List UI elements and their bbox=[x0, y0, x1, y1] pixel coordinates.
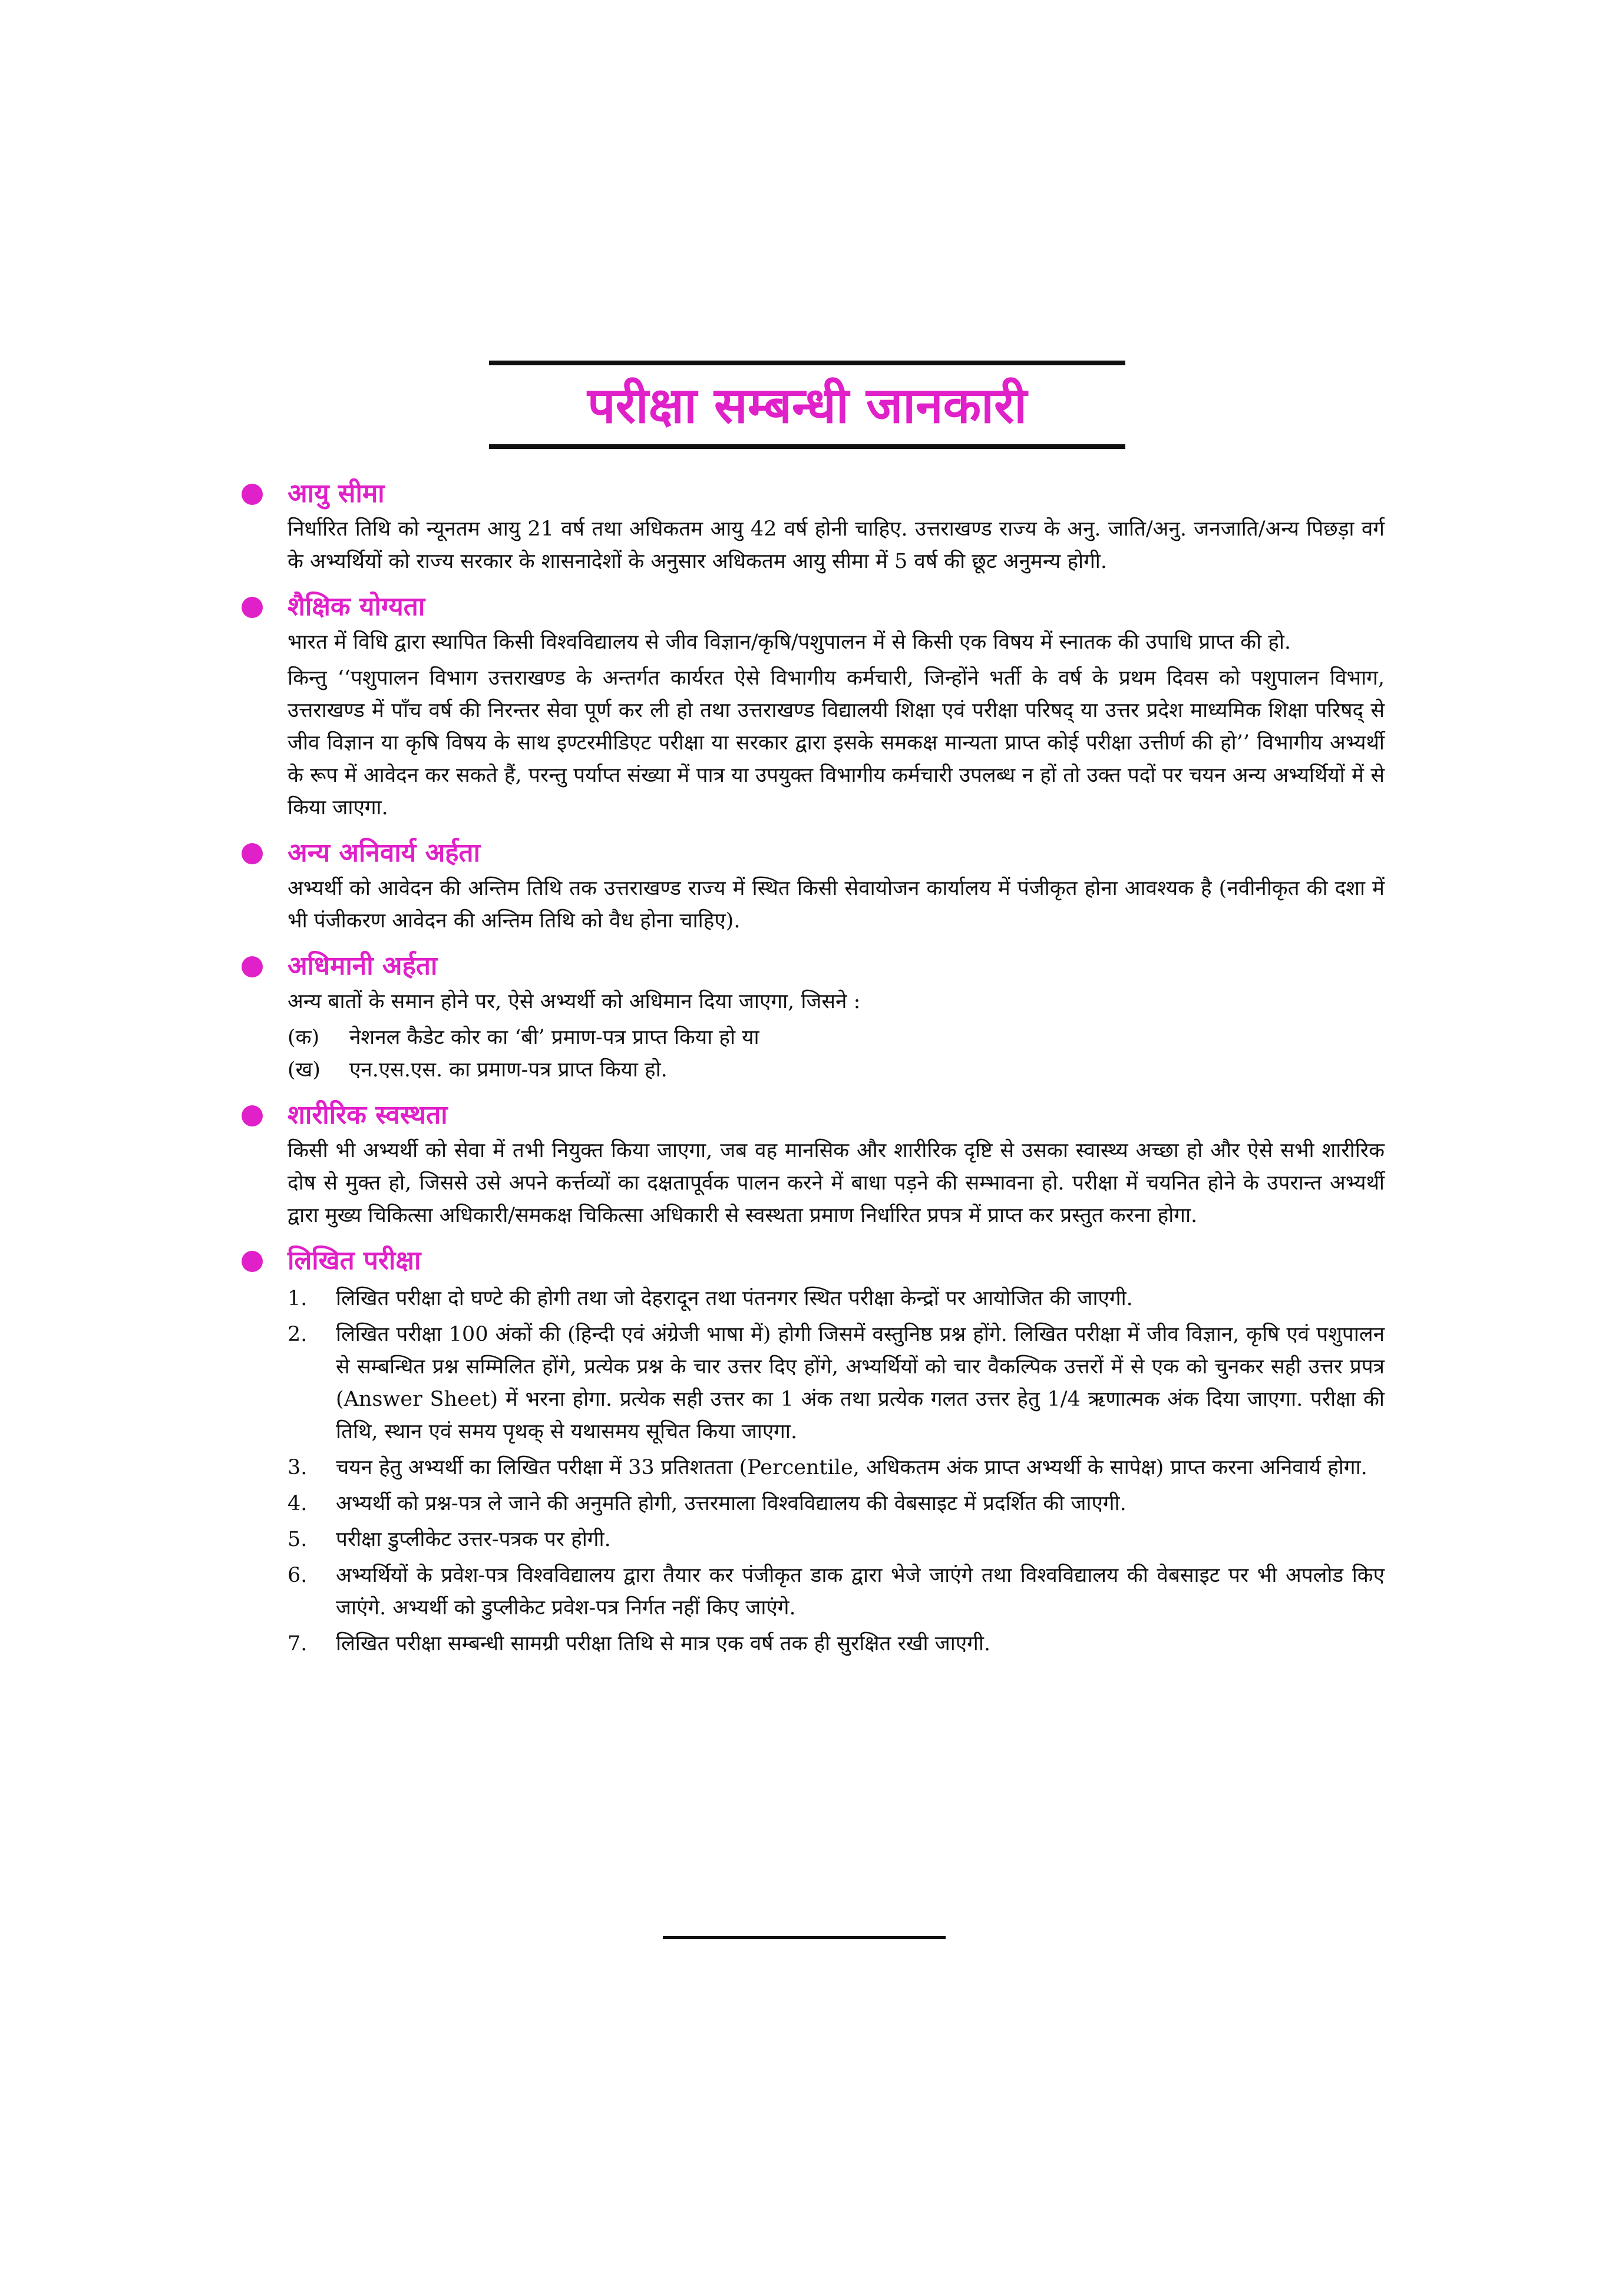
item-text: लिखित परीक्षा 100 अंकों की (हिन्दी एवं अंग्रेजी भाषा में) होगी जिसमें वस्तुनिष्ठ प्रश्न होंगे. लिखित परीक्षा में जीव विज्ञान, कृषि एवं पशुपालन से सम्बन्धित प्रश्न सम्मिलित होंगे, प्रत्येक प्रश्न के चार उत्तर दिए होंगे, अभ्यर्थियों को चार वैकल्पिक उत्तरों में से एक को चुनकर सही उत्तर प्रपत्र (Answer Sheet) में भरना होगा. प्रत्येक सही उत्तर का 1 अंक तथा प्रत्येक गलत उत्तर हेतु 1/4 ऋणात्मक अंक दिया जाएगा. परीक्षा की तिथि, स्थान एवं समय पृथक् से यथासमय सूचित किया जाएगा. bbox=[336, 1323, 1385, 1443]
section-title: अधिमानी अर्हता bbox=[288, 951, 438, 981]
section-heading bbox=[242, 474, 1385, 513]
numbered-item bbox=[288, 1488, 1385, 1520]
section-body bbox=[288, 873, 1385, 937]
numbered-item bbox=[288, 1628, 1385, 1660]
section-educational-qualification bbox=[242, 587, 1385, 824]
section-body bbox=[288, 513, 1385, 578]
paragraph: अभ्यर्थी को आवेदन की अन्तिम तिथि तक उत्तराखण्ड राज्य में स्थित किसी सेवायोजन कार्यालय में पंजीकृत होना आवश्यक है (नवीनीकृत की दशा में भी पंजीकरण आवेदन की अन्तिम तिथि को वैध होना चाहिए). bbox=[288, 877, 1385, 933]
paragraph: अन्य बातों के समान होने पर, ऐसे अभ्यर्थी को अधिमान दिया जाएगा, जिसने : bbox=[288, 990, 861, 1013]
numbered-item bbox=[288, 1319, 1385, 1448]
list-item-label: (ख) bbox=[288, 1058, 321, 1082]
item-number: 2. bbox=[288, 1323, 308, 1346]
numbered-item bbox=[288, 1560, 1385, 1624]
item-text: लिखित परीक्षा सम्बन्धी सामग्री परीक्षा तिथि से मात्र एक वर्ष तक ही सुरक्षित रखी जाएगी. bbox=[336, 1632, 991, 1656]
section-heading bbox=[242, 587, 1385, 626]
item-number: 7. bbox=[288, 1632, 308, 1656]
list-item-text: नेशनल कैडेट कोर का ‘बी’ प्रमाण-पत्र प्राप्त किया हो या bbox=[349, 1026, 759, 1049]
bullet-icon bbox=[242, 956, 263, 977]
list-item-label: (क) bbox=[288, 1026, 320, 1049]
section-written-exam bbox=[242, 1241, 1385, 1660]
item-number: 1. bbox=[288, 1287, 308, 1310]
section-body bbox=[288, 986, 1385, 1086]
item-text: अभ्यर्थी को प्रश्न-पत्र ले जाने की अनुमति होगी, उत्तरमाला विश्वविद्यालय की वेबसाइट में प्रदर्शित की जाएगी. bbox=[336, 1492, 1127, 1515]
section-title: अन्य अनिवार्य अर्हता bbox=[288, 838, 481, 868]
item-number: 5. bbox=[288, 1528, 308, 1551]
content-area bbox=[242, 474, 1385, 1670]
section-title: शैक्षिक योग्यता bbox=[288, 592, 425, 622]
item-text: अभ्यर्थियों के प्रवेश-पत्र विश्वविद्यालय द्वारा तैयार कर पंजीकृत डाक द्वारा भेजे जाएंगे तथा विश्वविद्यालय की वेबसाइट पर भी अपलोड किए जाएंगे. अभ्यर्थी को डुप्लीकेट प्रवेश-पत्र निर्गत नहीं किए जाएंगे. bbox=[336, 1564, 1385, 1620]
section-title: शारीरिक स्वस्थता bbox=[288, 1100, 448, 1130]
section-body bbox=[288, 626, 1385, 824]
section-heading bbox=[242, 1096, 1385, 1135]
numbered-item bbox=[288, 1524, 1385, 1556]
numbered-item bbox=[288, 1452, 1385, 1484]
item-text: चयन हेतु अभ्यर्थी का लिखित परीक्षा में 33 प्रतिशतता (Percentile, अधिकतम अंक प्राप्त अभ्यर्थी के सापेक्ष) प्राप्त करना अनिवार्य होगा. bbox=[336, 1456, 1367, 1479]
sub-list bbox=[288, 1022, 1385, 1086]
item-text: लिखित परीक्षा दो घण्टे की होगी तथा जो देहरादून तथा पंतनगर स्थित परीक्षा केन्द्रों पर आयोजित की जाएगी. bbox=[336, 1287, 1133, 1310]
section-body bbox=[288, 1135, 1385, 1232]
section-heading bbox=[242, 947, 1385, 986]
paragraph: निर्धारित तिथि को न्यूनतम आयु 21 वर्ष तथा अधिकतम आयु 42 वर्ष होनी चाहिए. उत्तराखण्ड राज्य के अनु. जाति/अनु. जनजाति/अन्य पिछड़ा वर्ग के अभ्यर्थियों को राज्य सरकार के शासनादेशों के अनुसार अधिकतम आयु सीमा में 5 वर्ष की छूट अनुमन्य होगी. bbox=[288, 517, 1385, 573]
page-title: परीक्षा सम्बन्धी जानकारी bbox=[587, 376, 1028, 434]
section-heading bbox=[242, 834, 1385, 873]
bullet-icon bbox=[242, 843, 263, 864]
section-preferential-qualification bbox=[242, 947, 1385, 1086]
list-item-text: एन.एस.एस. का प्रमाण-पत्र प्राप्त किया हो. bbox=[349, 1058, 668, 1082]
section-age-limit bbox=[242, 474, 1385, 578]
bullet-icon bbox=[242, 484, 263, 505]
bullet-icon bbox=[242, 597, 263, 618]
section-other-mandatory-qualification bbox=[242, 834, 1385, 937]
section-title: लिखित परीक्षा bbox=[288, 1246, 421, 1276]
list-item bbox=[288, 1054, 1385, 1086]
numbered-list bbox=[288, 1283, 1385, 1660]
paragraph: भारत में विधि द्वारा स्थापित किसी विश्वविद्यालय से जीव विज्ञान/कृषि/पशुपालन में से किसी एक विषय में स्नातक की उपाधि प्राप्त की हो. bbox=[288, 630, 1291, 654]
item-number: 4. bbox=[288, 1492, 308, 1515]
section-title: आयु सीमा bbox=[288, 478, 385, 508]
item-text: परीक्षा डुप्लीकेट उत्तर-पत्रक पर होगी. bbox=[336, 1528, 611, 1551]
title-rule-bottom bbox=[489, 444, 1125, 449]
title-rule-top bbox=[489, 361, 1125, 365]
bullet-icon bbox=[242, 1105, 263, 1126]
numbered-item bbox=[288, 1283, 1385, 1315]
section-heading bbox=[242, 1241, 1385, 1280]
section-body bbox=[288, 1283, 1385, 1660]
paragraph: किसी भी अभ्यर्थी को सेवा में तभी नियुक्त किया जाएगा, जब वह मानसिक और शारीरिक दृष्टि से उसका स्वास्थ्य अच्छा हो और ऐसे सभी शारीरिक दोष से मुक्त हो, जिससे उसे अपने कर्त्तव्यों का दक्षतापूर्वक पालन करने में बाधा पड़ने की सम्भावना हो. परीक्षा में चयनित होने के उपरान्त अभ्यर्थी द्वारा मुख्य चिकित्सा अधिकारी/समकक्ष चिकित्सा अधिकारी से स्वस्थता प्रमाण निर्धारित प्रपत्र में प्राप्त कर प्रस्तुत करना होगा. bbox=[288, 1139, 1385, 1227]
section-physical-fitness bbox=[242, 1096, 1385, 1232]
paragraph: किन्तु ‘‘पशुपालन विभाग उत्तराखण्ड के अन्तर्गत कार्यरत ऐसे विभागीय कर्मचारी, जिन्होंने भर्ती के वर्ष के प्रथम दिवस को पशुपालन विभाग, उत्तराखण्ड में पाँच वर्ष की निरन्तर सेवा पूर्ण कर ली हो तथा उत्तराखण्ड विद्यालयी शिक्षा एवं परीक्षा परिषद् या उत्तर प्रदेश माध्यमिक शिक्षा परिषद् से जीव विज्ञान या कृषि विषय के साथ इण्टरमीडिएट परीक्षा या सरकार द्वारा इसके समकक्ष मान्यता प्राप्त कोई परीक्षा उत्तीर्ण की हो’’ विभागीय अभ्यर्थी के रूप में आवेदन कर सकते हैं, परन्तु पर्याप्त संख्या में पात्र या उपयुक्त विभागीय कर्मचारी उपलब्ध न हों तो उक्त पदों पर चयन अन्य अभ्यर्थियों में से किया जाएगा. bbox=[288, 666, 1385, 820]
bullet-icon bbox=[242, 1251, 263, 1272]
list-item bbox=[288, 1022, 1385, 1054]
item-number: 6. bbox=[288, 1564, 308, 1587]
item-number: 3. bbox=[288, 1456, 308, 1479]
title-block bbox=[489, 361, 1125, 449]
end-rule bbox=[663, 1936, 946, 1939]
